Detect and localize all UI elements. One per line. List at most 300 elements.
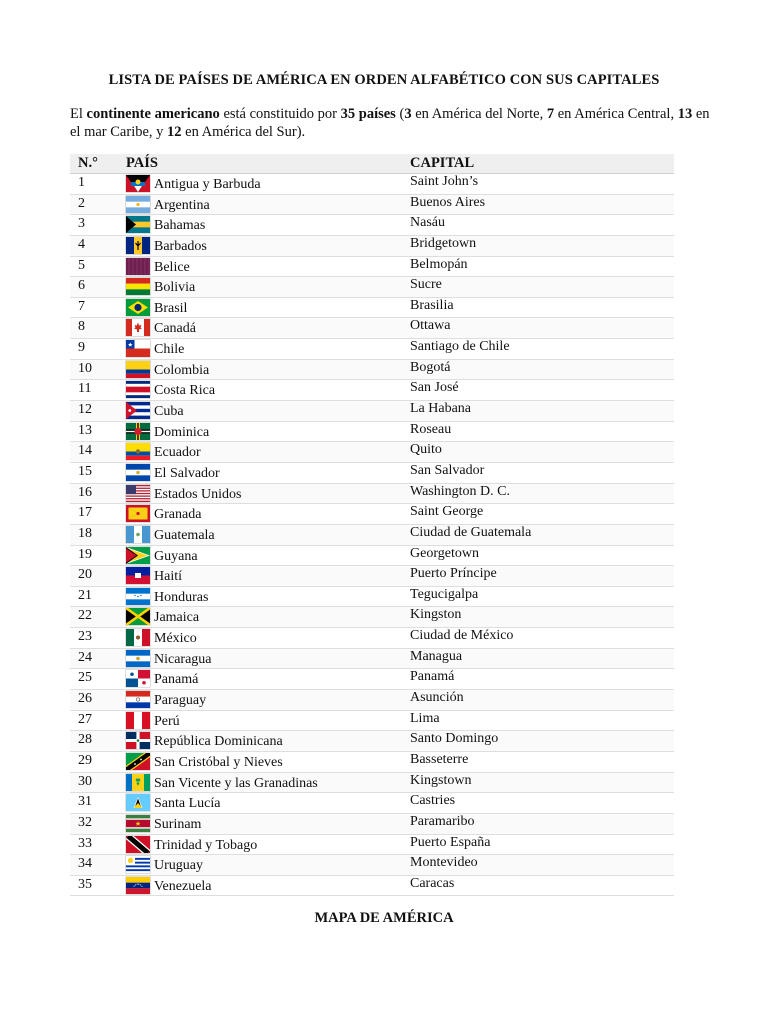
row-number: 30 [78,773,92,789]
row-number-cell [70,566,126,587]
flag-paraguay-icon [126,691,150,708]
capital-cell [410,566,674,587]
capital-cell [410,194,674,215]
country-name: Dominica [154,424,210,440]
table-row [70,483,674,504]
capital-cell [410,751,674,772]
capital-cell [410,772,674,793]
capital-name: Panamá [410,669,455,685]
country-cell [126,256,410,277]
capital-cell [410,793,674,814]
row-number-cell [70,215,126,236]
table-row [70,442,674,463]
capital-name: Bogotá [410,359,451,375]
country-name: Haití [154,569,182,585]
intro-bold: 12 [167,124,182,140]
capital-cell [410,215,674,236]
flag-nicaragua-icon [126,650,150,667]
country-name: Trinidad y Tobago [154,837,258,853]
flag-colombia-icon [126,361,150,378]
capital-name: San José [410,380,459,396]
capital-name: Ciudad de Guatemala [410,524,532,540]
country-name: Belice [154,259,190,275]
document-title: LISTA DE PAÍSES DE AMÉRICA EN ORDEN ALFABÉTICO CON SUS CAPITALES [108,72,660,88]
capital-name: Quito [410,442,442,458]
country-name: Honduras [154,589,209,605]
country-cell [126,359,410,380]
country-name: Perú [154,713,180,729]
table-body [70,174,674,896]
capital-cell [410,401,674,422]
row-number-cell [70,772,126,793]
capital-name: Belmopán [410,256,468,272]
table-row [70,421,674,442]
flag-haiti-icon [126,567,150,584]
table-row [70,669,674,690]
capital-name: Caracas [410,875,455,891]
capital-name: Montevideo [410,855,478,871]
country-cell [126,462,410,483]
table-row [70,462,674,483]
country-name: Antigua y Barbuda [154,177,261,192]
capital-cell [410,380,674,401]
flag-saint-kitts-nevis-icon [126,753,150,770]
row-number-cell [70,524,126,545]
country-name: México [154,631,197,647]
flag-bolivia-icon [126,278,150,295]
row-number-cell [70,401,126,422]
capital-name: Asunción [410,690,464,706]
flag-dominica-icon [126,423,150,440]
country-cell [126,524,410,545]
row-number-cell [70,462,126,483]
country-cell [126,751,410,772]
row-number: 21 [78,587,92,603]
row-number: 14 [78,443,92,459]
country-name: Cuba [154,404,184,420]
table-row [70,772,674,793]
row-number: 24 [78,649,92,665]
flag-guatemala-icon [126,526,150,543]
row-number-cell [70,669,126,690]
table-row [70,751,674,772]
capital-name: Buenos Aires [410,194,486,210]
capital-cell [410,483,674,504]
intro-bold: continente americano [86,106,220,122]
flag-grenada-icon [126,505,150,522]
country-name: Barbados [154,238,207,254]
table-row [70,256,674,277]
intro-bold: 35 países [340,106,396,122]
intro-bold: 13 [677,106,693,122]
country-cell [126,566,410,587]
row-number-cell [70,648,126,669]
row-number: 19 [78,546,92,562]
row-number-cell [70,318,126,339]
capital-cell [410,834,674,855]
country-cell [126,194,410,215]
row-number-cell [70,545,126,566]
country-name: Canadá [154,321,196,337]
row-number-cell [70,710,126,731]
intro-text: en América del Sur). [181,124,306,140]
country-name: República Dominicana [154,734,283,750]
row-number: 32 [78,814,92,830]
capital-name: Bridgetown [410,235,477,251]
row-number-cell [70,751,126,772]
flag-ecuador-icon [126,443,150,460]
row-number: 34 [78,856,92,872]
capital-name: Puerto España [410,834,491,850]
capital-name: Ottawa [410,318,451,334]
table-row [70,731,674,752]
country-cell [126,834,410,855]
table-header-row [70,154,674,174]
row-number-cell [70,380,126,401]
capital-name: Kingston [410,607,462,623]
row-number: 20 [78,567,92,583]
row-number: 22 [78,608,92,624]
row-number-cell [70,731,126,752]
capital-name: Lima [410,710,440,726]
table-row [70,339,674,360]
intro-bold: 3 [404,106,412,122]
flag-saint-lucia-icon [126,794,150,811]
capital-name: Santiago de Chile [410,339,510,355]
country-name: San Cristóbal y Nieves [154,754,283,770]
country-name: Costa Rica [154,383,216,399]
flag-el-salvador-icon [126,464,150,481]
flag-dominican-republic-icon [126,732,150,749]
table-row [70,607,674,628]
row-number-cell [70,834,126,855]
table-row [70,215,674,236]
capital-cell [410,628,674,649]
country-cell [126,235,410,256]
country-name: Surinam [154,816,202,832]
row-number: 13 [78,422,92,438]
row-number: 10 [78,360,92,376]
country-name: Santa Lucía [154,796,221,812]
row-number: 16 [78,484,92,500]
row-number-cell [70,421,126,442]
intro-text: en América del Norte, [411,106,547,122]
flag-bahamas-icon [126,216,150,233]
flag-costa-rica-icon [126,381,150,398]
intro-text: El [70,106,87,122]
flag-suriname-icon [126,815,150,832]
row-number: 6 [78,278,85,294]
capital-cell [410,339,674,360]
intro-bold: 7 [546,106,555,122]
flag-belize-icon [126,258,150,275]
table-row [70,855,674,876]
table-row [70,401,674,422]
flag-saint-vincent-icon [126,774,150,791]
capital-cell [410,235,674,256]
capital-cell [410,318,674,339]
row-number: 23 [78,629,92,645]
row-number: 31 [78,794,92,810]
table-row [70,648,674,669]
row-number: 1 [78,175,85,190]
country-name: Colombia [154,362,210,378]
header-country: PAÍS [126,154,410,174]
country-name: Uruguay [154,858,203,874]
row-number: 26 [78,691,92,707]
country-cell [126,855,410,876]
capital-cell [410,731,674,752]
country-name: Estados Unidos [154,486,242,502]
capital-cell [410,174,674,195]
row-number: 11 [78,381,92,397]
country-cell [126,421,410,442]
row-number-cell [70,793,126,814]
country-cell [126,380,410,401]
country-cell [126,339,410,360]
table-row [70,710,674,731]
row-number-cell [70,690,126,711]
capital-name: Paramaribo [410,813,475,829]
capital-cell [410,297,674,318]
flag-canada-icon [126,319,150,336]
capital-cell [410,504,674,525]
country-cell [126,875,410,896]
table-row [70,834,674,855]
intro-text: en el mar Caribe, y [70,106,710,140]
row-number-cell [70,256,126,277]
table-row [70,297,674,318]
capital-name: Saint John’s [410,174,479,189]
country-cell [126,483,410,504]
flag-argentina-icon [126,196,150,213]
country-name: Panamá [154,672,199,688]
intro-paragraph [70,105,710,141]
table-row [70,793,674,814]
row-number-cell [70,235,126,256]
flag-venezuela-icon [126,877,150,894]
country-cell [126,297,410,318]
table-row [70,380,674,401]
capital-name: Washington D. C. [410,483,510,499]
country-cell [126,731,410,752]
row-number: 8 [78,319,85,335]
row-number-cell [70,174,126,195]
intro-text: en América Central, [554,106,678,122]
table-row [70,545,674,566]
country-name: El Salvador [154,465,220,481]
row-number: 18 [78,525,92,541]
capital-name: La Habana [410,401,472,417]
country-cell [126,215,410,236]
flag-antigua-barbuda-icon [126,175,150,192]
country-cell [126,442,410,463]
row-number-cell [70,277,126,298]
flag-chile-icon [126,340,150,357]
capital-cell [410,277,674,298]
capital-name: Brasilia [410,297,454,313]
row-number: 29 [78,752,92,768]
row-number: 17 [78,505,92,521]
countries-table-wrapper [70,154,674,896]
intro-text: ( [395,106,405,122]
map-title: MAPA DE AMÉRICA [314,910,454,926]
country-name: Bahamas [154,218,206,234]
row-number-cell [70,855,126,876]
country-cell [126,401,410,422]
flag-jamaica-icon [126,608,150,625]
row-number: 7 [78,298,85,314]
table-row [70,690,674,711]
flag-brazil-icon [126,299,150,316]
row-number: 27 [78,711,92,727]
table-row [70,813,674,834]
capital-name: Roseau [410,421,452,437]
countries-table [70,154,674,896]
country-cell [126,277,410,298]
capital-cell [410,855,674,876]
capital-cell [410,462,674,483]
table-row [70,504,674,525]
capital-name: Ciudad de México [410,628,514,644]
flag-trinidad-tobago-icon [126,836,150,853]
row-number-cell [70,359,126,380]
flag-peru-icon [126,712,150,729]
country-cell [126,504,410,525]
capital-name: San Salvador [410,462,485,478]
row-number-cell [70,504,126,525]
country-name: Argentina [154,197,210,213]
capital-cell [410,359,674,380]
country-cell [126,628,410,649]
capital-cell [410,586,674,607]
capital-name: Nasáu [410,215,445,231]
country-cell [126,586,410,607]
row-number-cell [70,194,126,215]
row-number-cell [70,297,126,318]
table-row [70,277,674,298]
table-row [70,194,674,215]
country-name: Chile [154,342,185,358]
country-cell [126,813,410,834]
table-row [70,174,674,195]
country-cell [126,545,410,566]
table-row [70,875,674,896]
row-number: 33 [78,835,92,851]
table-row [70,524,674,545]
table-row [70,318,674,339]
flag-cuba-icon [126,402,150,419]
intro-text: está constituido por [219,106,341,122]
row-number-cell [70,442,126,463]
row-number: 12 [78,402,92,418]
row-number: 15 [78,463,92,479]
country-name: Guatemala [154,527,215,543]
flag-usa-icon [126,485,150,502]
country-name: Brasil [154,300,188,316]
capital-cell [410,421,674,442]
country-name: San Vicente y las Granadinas [154,775,318,791]
country-name: Ecuador [154,445,201,461]
capital-cell [410,690,674,711]
capital-name: Kingstown [410,772,472,788]
capital-name: Puerto Príncipe [410,566,497,582]
capital-name: Castries [410,793,456,809]
flag-honduras-icon [126,588,150,605]
row-number-cell [70,339,126,360]
capital-cell [410,256,674,277]
flag-panama-icon [126,670,150,687]
row-number: 3 [78,216,85,232]
row-number-cell [70,875,126,896]
capital-cell [410,710,674,731]
capital-cell [410,607,674,628]
country-name: Granada [154,507,202,523]
country-cell [126,174,410,195]
capital-cell [410,648,674,669]
row-number-cell [70,483,126,504]
capital-cell [410,875,674,896]
table-row [70,586,674,607]
capital-name: Basseterre [410,751,469,767]
table-row [70,566,674,587]
country-name: Paraguay [154,693,207,709]
flag-guyana-icon [126,547,150,564]
row-number: 35 [78,876,92,892]
row-number: 2 [78,195,85,211]
row-number: 28 [78,732,92,748]
table-row [70,628,674,649]
country-cell [126,793,410,814]
country-name: Jamaica [154,610,200,626]
row-number-cell [70,813,126,834]
capital-cell [410,813,674,834]
country-cell [126,607,410,628]
row-number-cell [70,607,126,628]
country-cell [126,710,410,731]
row-number-cell [70,628,126,649]
header-capital: CAPITAL [410,154,674,174]
capital-name: Tegucigalpa [410,586,479,602]
row-number: 4 [78,236,85,252]
country-cell [126,772,410,793]
capital-name: Saint George [410,504,484,520]
country-cell [126,318,410,339]
flag-barbados-icon [126,237,150,254]
country-name: Bolivia [154,280,196,296]
table-row [70,235,674,256]
row-number: 25 [78,670,92,686]
header-number: N.° [70,154,126,174]
country-cell [126,690,410,711]
capital-name: Georgetown [410,545,479,561]
country-name: Venezuela [154,878,212,894]
table-row [70,359,674,380]
capital-name: Managua [410,648,463,664]
flag-uruguay-icon [126,856,150,873]
row-number: 9 [78,340,85,356]
country-cell [126,648,410,669]
capital-cell [410,669,674,690]
flag-mexico-icon [126,629,150,646]
capital-cell [410,545,674,566]
country-name: Nicaragua [154,651,212,667]
row-number-cell [70,586,126,607]
capital-cell [410,442,674,463]
capital-name: Sucre [410,277,442,293]
country-cell [126,669,410,690]
capital-cell [410,524,674,545]
